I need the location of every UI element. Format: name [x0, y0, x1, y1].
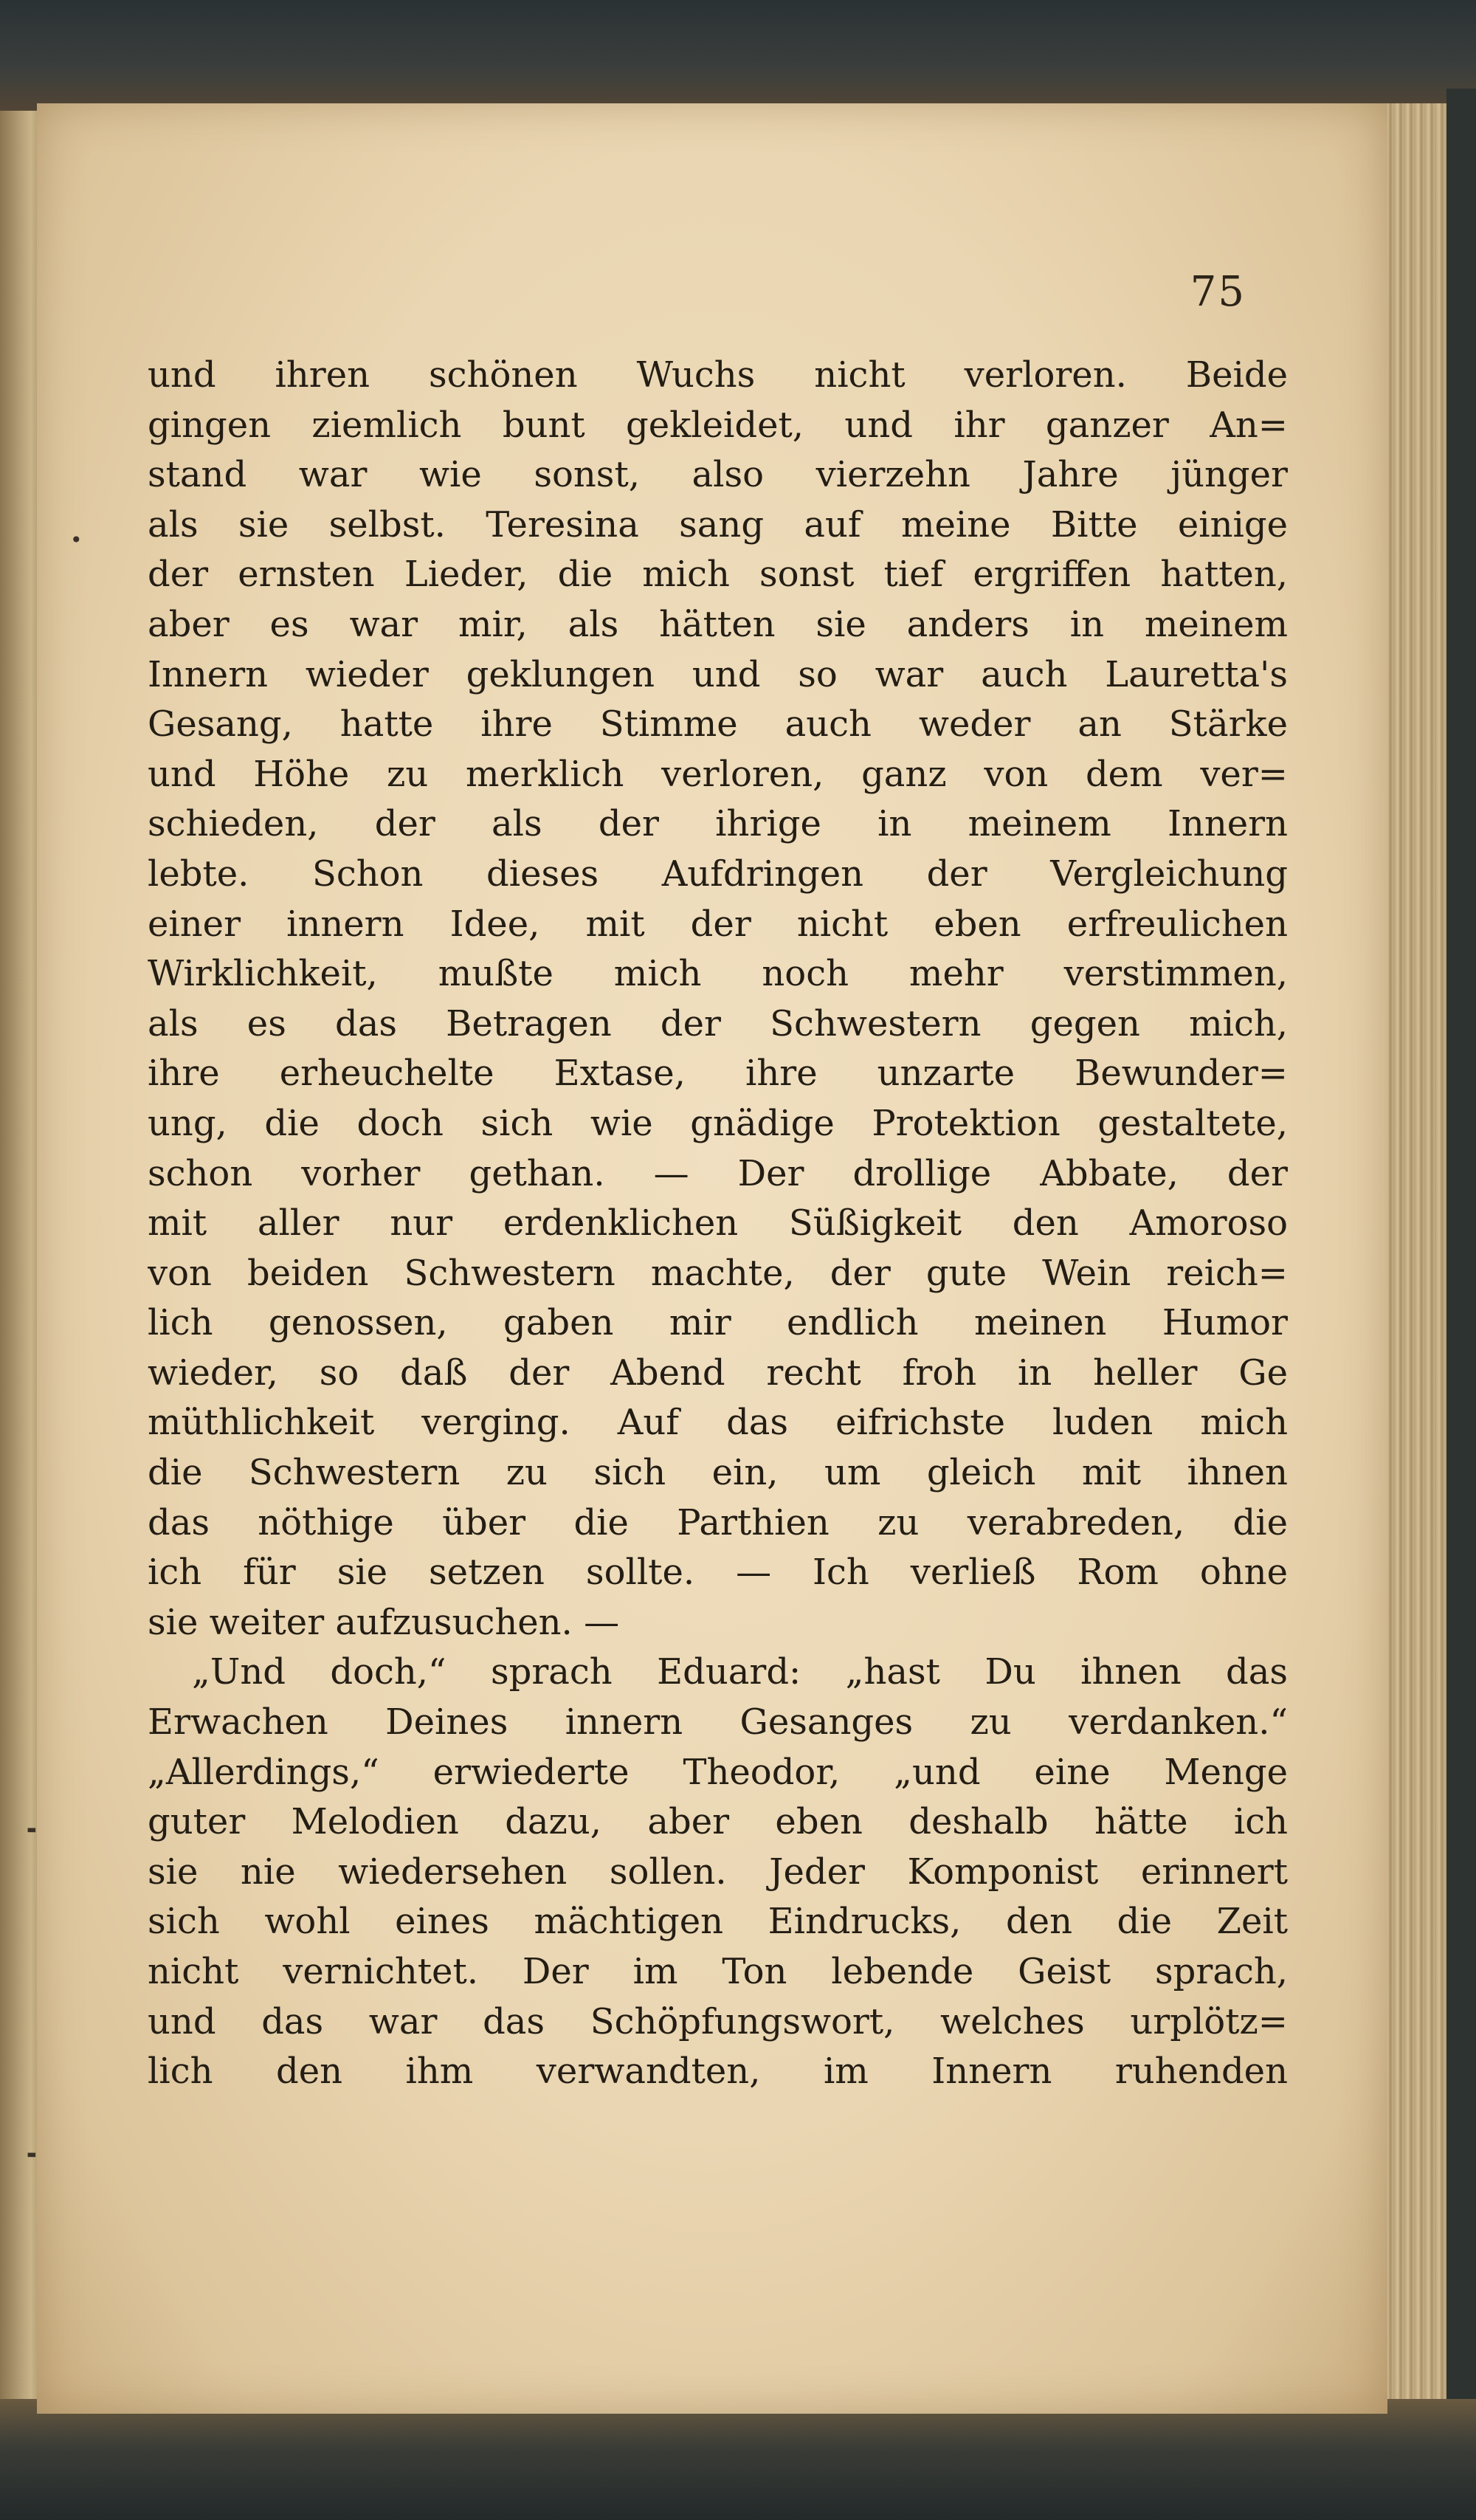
book-cover-bottom-edge — [0, 2399, 1476, 2520]
book-cover-top-edge — [0, 0, 1476, 111]
ink-speck-mark: ╸ — [28, 2141, 44, 2170]
text-line: aber es war mir, als hätten sie anders in meinem — [148, 603, 1288, 645]
text-line: als sie selbst. Teresina sang auf meine Bitte einige — [148, 503, 1288, 545]
text-line: schieden, der als der ihrige in meinem Innern — [148, 803, 1288, 845]
text-line: von beiden Schwestern machte, der gute Wein reich= — [148, 1252, 1288, 1294]
text-line: und das war das Schöpfungswort, welches urplötz= — [148, 2000, 1288, 2042]
text-line: „Und doch,“ sprach Eduard: „hast Du ihnen das — [192, 1651, 1288, 1693]
text-line: einer innern Idee, mit der nicht eben erfreulichen — [148, 903, 1288, 945]
text-line: müthlichkeit verging. Auf das eifrichste luden mich — [148, 1402, 1288, 1444]
text-line: ich für sie setzen sollte. — Ich verließ Rom ohne — [148, 1552, 1288, 1594]
text-line: schon vorher gethan. — Der drollige Abbate, der — [148, 1152, 1288, 1194]
text-line: Innern wieder geklungen und so war auch Lauretta's — [148, 653, 1288, 695]
text-line: die Schwestern zu sich ein, um gleich mit ihnen — [148, 1452, 1288, 1494]
text-line: das nöthige über die Parthien zu verabreden, die — [148, 1501, 1288, 1543]
text-line: stand war wie sonst, also vierzehn Jahre jünger — [148, 454, 1288, 496]
text-line: ihre erheuchelte Extase, ihre unzarte Bewunder= — [148, 1053, 1288, 1095]
text-line: und ihren schönen Wuchs nicht verloren. Beide — [148, 354, 1288, 396]
text-line: sie weiter aufzusuchen. — — [148, 1601, 620, 1643]
text-line: guter Melodien dazu, aber eben deshalb hätte ich — [148, 1801, 1288, 1843]
text-line: lich den ihm verwandten, im Innern ruhenden — [148, 2051, 1288, 2093]
text-line: als es das Betragen der Schwestern gegen mich, — [148, 1002, 1288, 1044]
text-line: lich genossen, gaben mir endlich meinen Humor — [148, 1302, 1288, 1344]
text-line: Gesang, hatte ihre Stimme auch weder an Stärke — [148, 703, 1288, 746]
text-line: Wirklichkeit, mußte mich noch mehr verstimmen, — [148, 953, 1288, 995]
page-number: 75 — [1190, 268, 1246, 316]
text-line: wieder, so daß der Abend recht froh in heller Ge — [148, 1352, 1288, 1394]
text-line: lebte. Schon dieses Aufdringen der Vergleichung — [148, 853, 1288, 895]
book-cover-right-edge — [1446, 89, 1476, 2451]
ink-speck-mark: • — [70, 528, 83, 552]
ink-speck-mark: ╸ — [28, 1816, 44, 1845]
text-line: „Allerdings,“ erwiederte Theodor, „und eine Menge — [148, 1751, 1288, 1793]
text-line: gingen ziemlich bunt gekleidet, und ihr ganzer An= — [148, 404, 1288, 446]
text-line: sie nie wiedersehen sollen. Jeder Komponist erinnert — [148, 1851, 1288, 1893]
text-line: sich wohl eines mächtigen Eindrucks, den die Zeit — [148, 1901, 1288, 1943]
text-line: ung, die doch sich wie gnädige Protektion gestaltete, — [148, 1102, 1288, 1144]
text-line: nicht vernichtet. Der im Ton lebende Geist sprach, — [148, 1951, 1288, 1992]
body-text — [148, 351, 1288, 2097]
text-line: mit aller nur erdenklichen Süßigkeit den Amoroso — [148, 1202, 1288, 1244]
text-line: Erwachen Deines innern Gesanges zu verdanken.“ — [148, 1701, 1288, 1743]
text-line: und Höhe zu merklich verloren, ganz von dem ver= — [148, 753, 1288, 795]
text-line: der ernsten Lieder, die mich sonst tief ergriffen hatten, — [148, 554, 1288, 596]
